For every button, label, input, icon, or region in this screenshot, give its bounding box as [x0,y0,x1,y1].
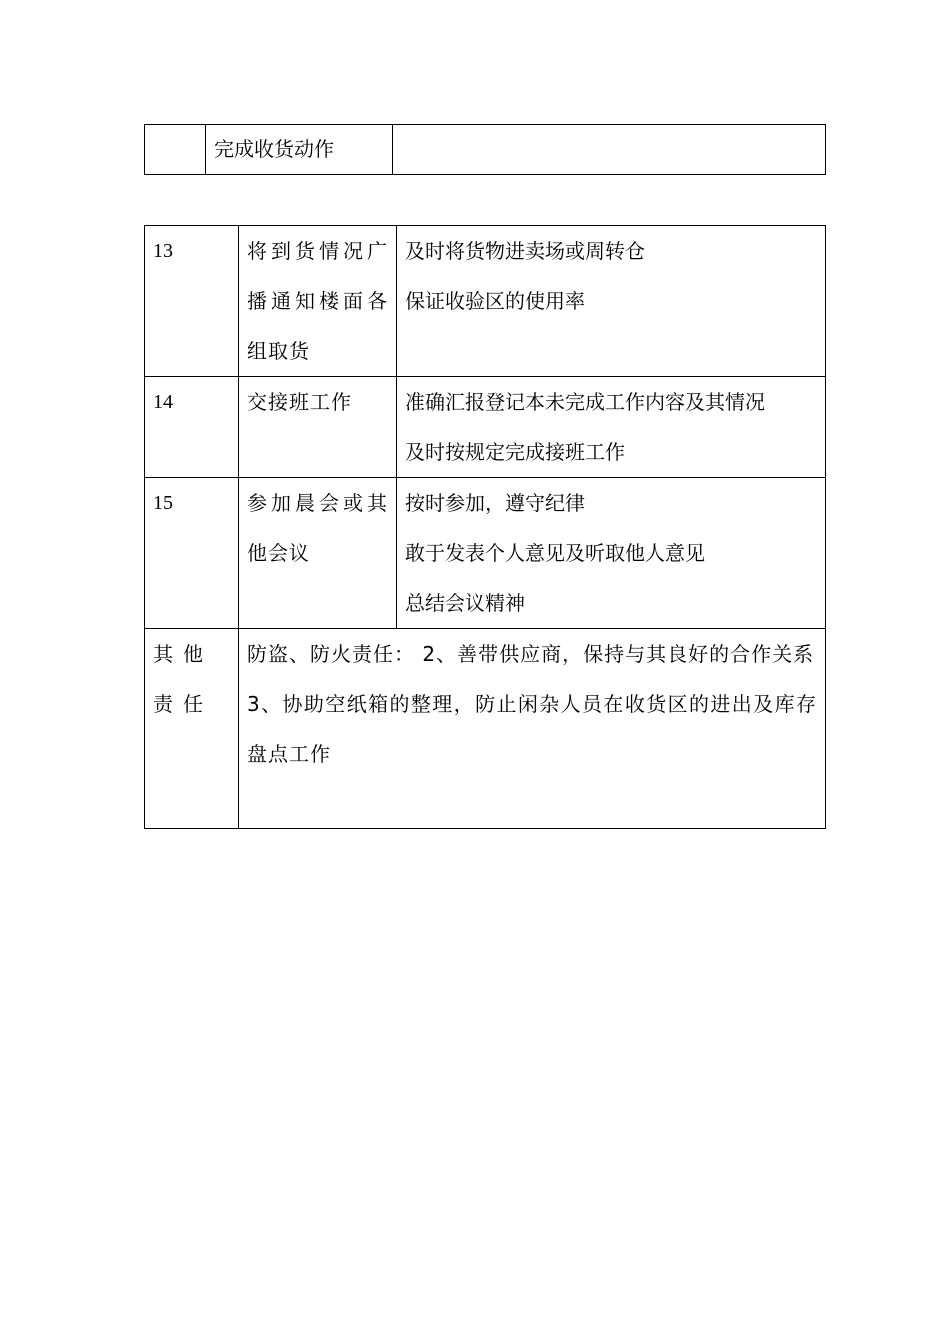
requirement-cell [393,125,826,175]
requirement-cell [397,226,826,377]
task-cell: 将到货情况广播通知楼面各组取货 [239,226,397,377]
row-number: 15 [145,478,239,629]
table-row [145,377,826,478]
requirement-cell [397,377,826,478]
other-duties-cell [239,629,826,829]
table-row [145,629,826,829]
number-cell [145,125,206,175]
task-cell: 交接班工作 [239,377,397,478]
requirement-cell [397,478,826,629]
duty-table [144,225,826,829]
other-duties-line: 3、协助空纸箱的整理，防止闲杂人员在收货区的进出及库存盘点工作 [247,692,817,766]
requirement-line: 保证收验区的使用率 [405,289,585,313]
task-cell: 完成收货动作 [206,125,393,175]
requirement-line: 及时按规定完成接班工作 [405,440,625,464]
requirement-line: 总结会议精神 [405,591,525,615]
table-row [145,125,826,175]
requirement-line: 按时参加，遵守纪律 [405,491,585,515]
other-duties-line: 防盗、防火责任： 2、善带供应商，保持与其良好的合作关系 [247,642,815,666]
requirement-line: 准确汇报登记本未完成工作内容及其情况 [405,390,765,414]
requirement-line: 及时将货物进卖场或周转仓 [405,239,645,263]
table-row [145,226,826,377]
table-row [145,478,826,629]
row-number: 14 [145,377,239,478]
row-number: 13 [145,226,239,377]
continuation-table [144,124,826,175]
other-duties-label: 其他责任 [145,629,239,829]
task-cell: 参加晨会或其他会议 [239,478,397,629]
requirement-line: 敢于发表个人意见及听取他人意见 [405,541,705,565]
